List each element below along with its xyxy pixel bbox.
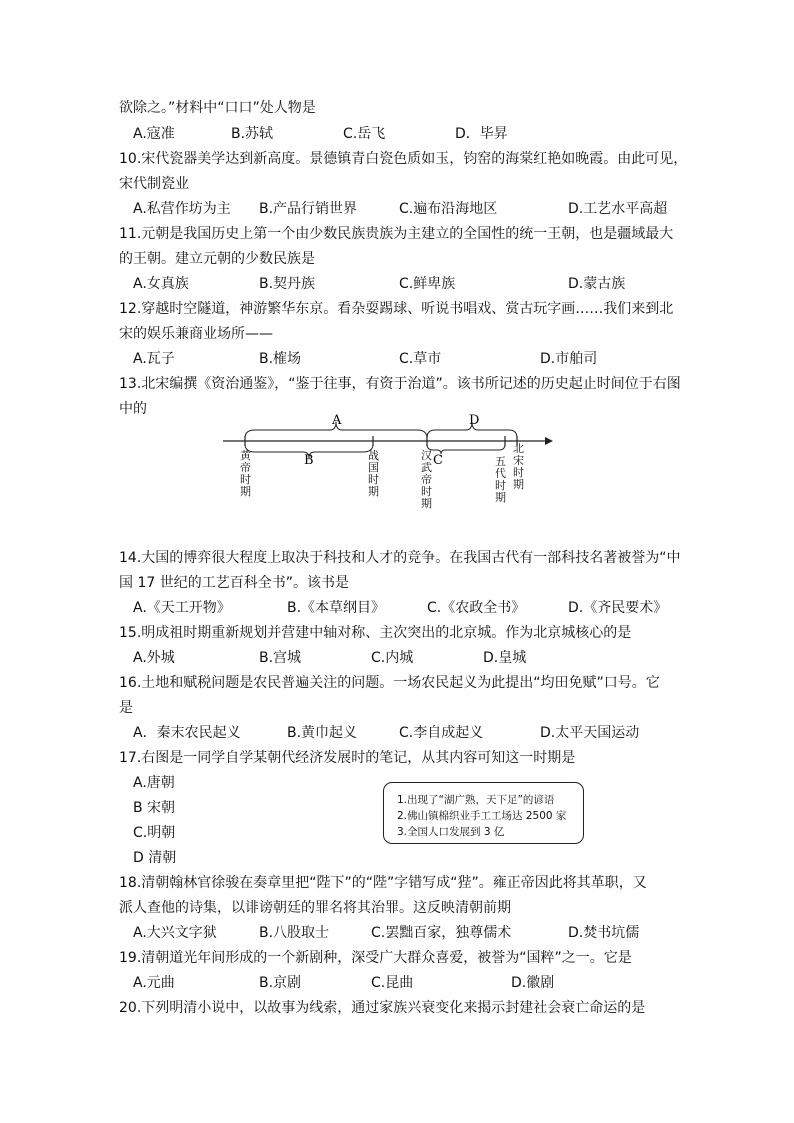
q11-option-b: B.契丹族 [259,276,316,292]
note-line-1: 1.出现了“湖广熟，天下足”的谚语 [397,794,555,806]
q14-option-d: D.《齐民要术》 [568,600,668,616]
brace-label-c: C [433,453,443,468]
q20-stem-1: 20.下列明清小说中，以故事为线索，通过家族兴衰变化来揭示封建社会衰亡命运的是 [119,1000,646,1016]
q15-option-c: C.内城 [371,650,414,666]
q14-options [0,598,794,618]
q17-option-a: A.唐朝 [133,775,175,791]
q16-stem-1: 16.土地和赋税问题是农民普遍关注的问题。一场农民起义为此提出“均田免赋”口号。它 [119,675,660,691]
q16-options [0,723,794,743]
brace-label-a: A [332,413,342,428]
q16-option-c: C.李自成起义 [399,725,484,741]
q18-option-b: B.八股取士 [259,925,330,941]
q14-stem-2: 国 17 世纪的工艺百科全书”。该书是 [119,575,349,591]
q12-stem-2: 宋的娱乐兼商业场所—— [119,326,273,342]
q12-option-d: D.市舶司 [540,351,598,367]
q17-option-c: C.明朝 [133,825,176,841]
q19-option-d: D.徽剧 [511,975,555,991]
q19-option-b: B.京剧 [259,975,302,991]
q14-option-a: A.《天工开物》 [133,600,231,616]
q10-stem-2: 宋代制瓷业 [119,176,189,192]
q9-options [0,124,794,144]
q11-stem-1: 11.元朝是我国历史上第一个由少数民族贵族为主建立的全国性的统一王朝，也是疆域最大 [119,226,674,242]
timeline-label-huangdi: 黄 帝 时 期 [240,449,251,498]
q17-stem-1: 17.右图是一同学自学某朝代经济发展时的笔记，从其内容可知这一时期是 [119,750,576,766]
q12-options [0,349,794,369]
q19-stem-1: 19.清朝道光年间形成的一个新剧种，深受广大群众喜爱，被誉为“国粹”之一。它是 [119,950,632,966]
q15-option-a: A.外城 [133,650,175,666]
q15-options [0,648,794,668]
q10-option-a: A.私营作坊为主 [133,201,231,217]
note-line-2: 2.佛山镇棉织业手工工场达 2500 家 [397,810,567,822]
q9-stem: 欲除之。”材料中“口口”处人物是 [119,100,316,116]
brace-label-b: B [304,453,314,468]
q15-option-b: B.宫城 [259,650,302,666]
q19-option-c: C.昆曲 [371,975,414,991]
brace-label-d: D [469,413,480,428]
q16-option-d: D.太平天国运动 [540,725,640,741]
q13-stem-2: 中的 [119,401,147,417]
q12-option-c: C.草市 [399,351,442,367]
q16-option-a: A．秦末农民起义 [133,725,241,741]
q10-option-c: C.遍布沿海地区 [399,201,498,217]
q13-stem-1: 13.北宋编撰《资治通鉴》，“鉴于往事，有资于治道”。该书所记述的历史起止时间位于右图 [119,376,681,392]
q11-option-d: D.蒙古族 [568,276,626,292]
q9-option-c: C.岳飞 [343,126,386,142]
q10-option-d: D.工艺水平高超 [568,201,668,217]
q15-stem-1: 15.明成祖时期重新规划并营建中轴对称、主次突出的北京城。作为北京城核心的是 [119,625,632,641]
q11-option-a: A.女真族 [133,276,189,292]
q14-stem-1: 14.大国的博弈很大程度上取决于科技和人才的竞争。在我国古代有一部科技名著被誉为“中 [119,550,681,566]
q12-option-b: B.榷场 [259,351,302,367]
q16-stem-2: 是 [119,700,133,716]
q18-option-a: A.大兴文字狱 [133,925,217,941]
q11-stem-2: 的王朝。建立元朝的少数民族是 [119,251,315,267]
q12-option-a: A.瓦子 [133,351,175,367]
q14-option-b: B.《本草纲目》 [287,600,386,616]
q9-option-d: D．毕昇 [455,126,508,142]
q17-option-d: D 清朝 [133,850,177,866]
timeline-label-hanwudi: 汉 武 帝 时 期 [421,449,432,510]
timeline-arrow-icon [545,437,553,445]
q18-option-c: C.罢黜百家，独尊儒术 [371,925,512,941]
timeline-label-zhanguo: 战 国 时 期 [368,449,379,498]
q11-option-c: C.鲜卑族 [399,276,456,292]
q18-stem-1: 18.清朝翰林官徐骏在奏章里把“陛下”的“陛”字错写成“狴”。雍正帝因此将其革职，又 [119,875,647,891]
q16-option-b: B.黄巾起义 [287,725,358,741]
q19-options [0,973,794,993]
q18-options [0,923,794,943]
timeline-label-wudai: 五 代 时 期 [495,455,506,504]
q11-options [0,274,794,294]
q17-option-b: B 宋朝 [133,800,176,816]
q10-options [0,199,794,219]
q18-stem-2: 派人查他的诗集，以诽谤朝廷的罪名将其治罪。这反映清朝前期 [119,900,511,916]
q10-stem-1: 10.宋代瓷器美学达到新高度。景德镇青白瓷色质如玉，钧窑的海棠红艳如晚霞。由此可见， [119,151,688,167]
q12-stem-1: 12.穿越时空隧道，神游繁华东京。看杂耍踢球、听说书唱戏、赏古玩字画……我们来到北 [119,301,674,317]
timeline-label-beisong: 北 宋 时 期 [513,442,524,491]
q9-option-a: A.寇准 [133,126,175,142]
q10-option-b: B.产品行销世界 [259,201,358,217]
q19-option-a: A.元曲 [133,975,175,991]
note-line-3: 3.全国人口发展到 3 亿 [397,826,505,838]
q9-option-b: B.苏轼 [231,126,274,142]
q15-option-d: D.皇城 [483,650,527,666]
q18-option-d: D.焚书坑儒 [568,925,640,941]
q14-option-c: C.《农政全书》 [427,600,526,616]
